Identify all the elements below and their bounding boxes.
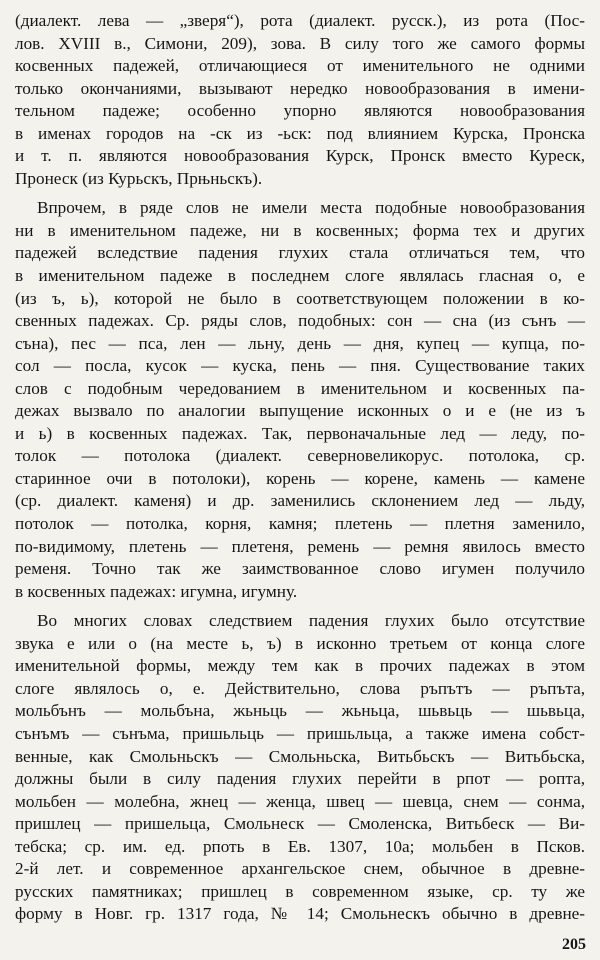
text-line: старинное очи в потолоки), корень — корене, камень — камене (15, 468, 585, 488)
text-line: сол — посла, кусок — куска, пень — пня. Существование таких (15, 356, 585, 376)
text-line: ни в именительном падеже, ни в косвенных; форма тех и других (15, 220, 585, 240)
text-line: форму в Новг. гр. 1317 года, № 14; Смольнескъ обычно в древне- (15, 904, 585, 924)
text-line: и т. п. являются новообразования Курск, Пронск вместо Куреск, (15, 146, 585, 166)
text-line: Впрочем, в ряде слов не имели места подобные новообразования (37, 198, 585, 218)
text-line: Во многих словах следствием падения глухих было отсутствие (37, 611, 585, 631)
text-line: (из ъ, ь), которой не было в соответствующем положении в ко- (15, 288, 585, 308)
text-line: в косвенных падежах: игумна, игумну. (15, 581, 298, 601)
paragraph-3 (15, 610, 585, 926)
text-line: съна), пес — пса, лен — льну, день — дня, купец — купца, по- (15, 333, 585, 353)
text-line: 2-й лет. и современное архангельское снем, обычное в древне- (15, 859, 585, 879)
text-line: венные, как Смольньскъ — Смольньска, Витьбьскъ — Витьбьска, (15, 746, 585, 766)
text-line: по-видимому, плетень — плетеня, ремень — ремня явилось вместо (15, 536, 585, 556)
text-line: пришлец — пришельца, Смольнеск — Смоленска, Витьбеск — Ви- (15, 814, 585, 834)
text-line: тельном падеже; особенно упорно являются новообразования (15, 101, 585, 121)
text-line: толок — потолока (диалект. северновеликорус. потолока, ср. (15, 446, 585, 466)
text-line: лов. XVIII в., Симони, 209), зова. В силу того же самого формы (15, 33, 585, 53)
paragraph-2 (15, 197, 585, 603)
text-line: падежей вследствие падения глухих стала отличаться тем, что (15, 243, 585, 263)
text-line: только окончаниями, вызывают нередко новообразования в имени- (15, 78, 585, 98)
text-line: ременя. Точно так же заимствованное слово игумен получило (15, 559, 585, 579)
text-line: Пронеск (из Курьскъ, Прњньскъ). (15, 168, 263, 188)
text-line: именительной формы, между тем как в прочих падежах в этом (15, 656, 585, 676)
text-line: в именительном падеже в последнем слоге являлась гласная о, е (15, 266, 585, 286)
text-line: русских памятниках; пришлец в современном языке, ср. ту же (15, 881, 585, 901)
text-line: тебска; ср. им. ед. рпоть в Ев. 1307, 10а; мольбен в Псков. (15, 836, 585, 856)
text-line: в именах городов на -ск из -ьск: под влиянием Курска, Пронска (15, 123, 585, 143)
text-line: потолок — потолка, корня, камня; плетень — плетня заменило, (15, 514, 585, 534)
text-line: и ь) в косвенных падежах. Так, первоначальные лед — леду, по- (15, 423, 585, 443)
text-line: должны были в силу падения глухих перейти в рпот — ропта, (15, 769, 585, 789)
text-line: слов с подобным чередованием в именительном и косвенных па- (15, 378, 585, 398)
text-line: звука е или о (на месте ь, ъ) в исконно третьем от конца слоге (15, 633, 585, 653)
page-number: 205 (562, 936, 586, 953)
text-line: дежах вызвало по аналогии выпущение исконных о и е (не из ъ (15, 401, 585, 421)
text-line: (ср. диалект. каменя) и др. заменились склонением лед — льду, (15, 491, 585, 511)
text-line: косвенных падежей, отличающиеся от именительного не одними (15, 56, 585, 76)
text-line: (диалект. лева — „зверя“), рота (диалект. русск.), из рота (Пос- (15, 11, 585, 30)
text-line: сънъмъ — сънъма, пришьльць — пришьльца, а также имена собст- (15, 723, 585, 743)
text-line: мольбънъ — мольбъна, жьньць — жьньца, шьвьць — шьвьца, (15, 701, 585, 721)
text-line: свенных падежах. Ср. ряды слов, подобных: сон — сна (из сънъ — (15, 311, 585, 331)
text-line: мольбен — молебна, жнец — женца, швец — шевца, снем — сонма, (15, 791, 585, 811)
paragraph-1 (15, 10, 585, 190)
text-line: слоге являлось о, е. Действительно, слова ръпътъ — ръпъта, (15, 678, 585, 698)
